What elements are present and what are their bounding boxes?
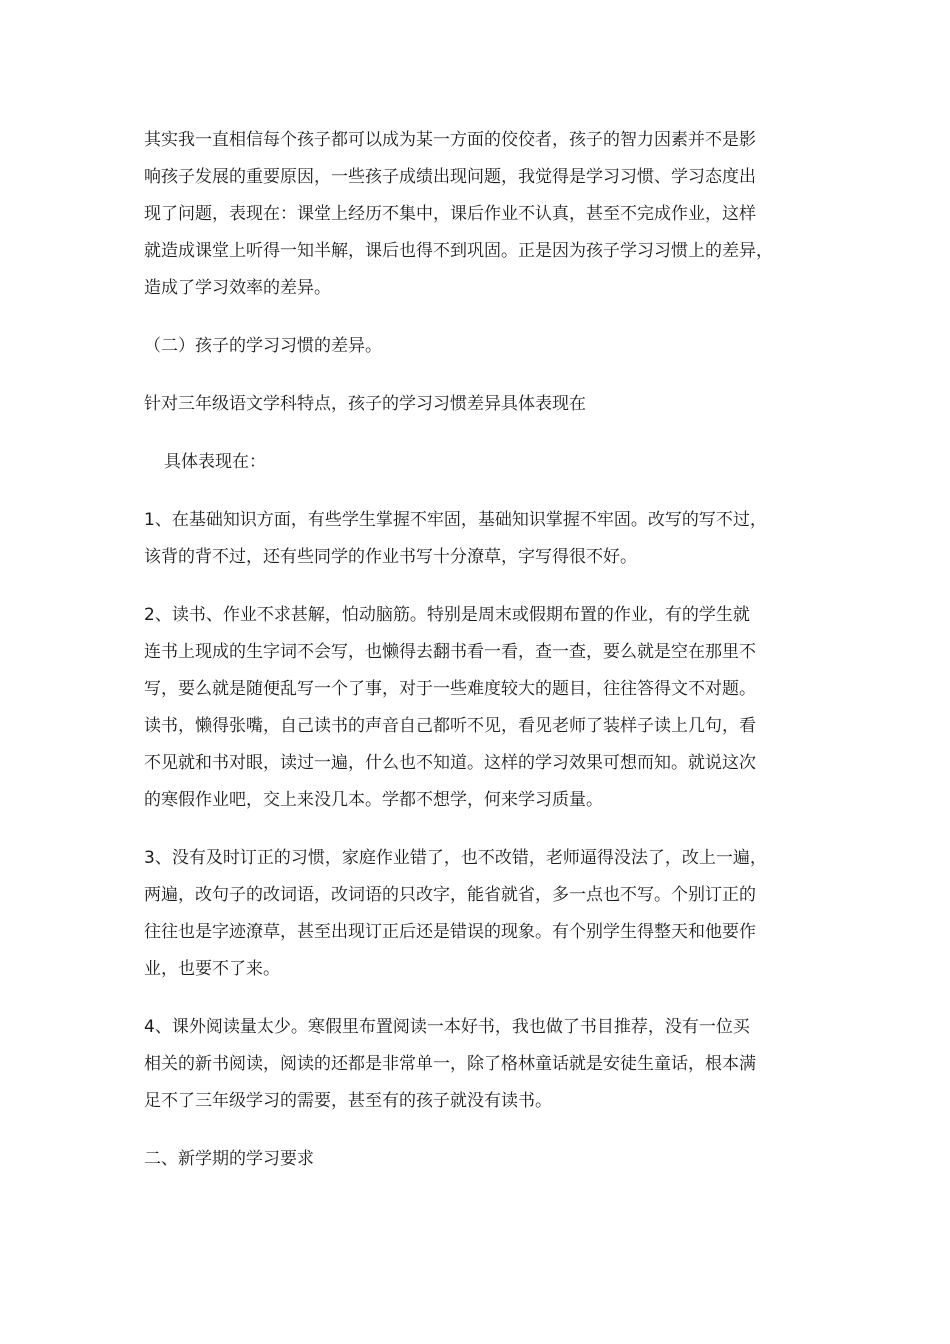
text-line: 二、新学期的学习要求	[144, 1149, 314, 1169]
text-line: 响孩子发展的重要原因，一些孩子成绩出现问题，我觉得是学习习惯、学习态度出	[144, 167, 756, 187]
text-line: 写，要么就是随便乱写一个了事，对于一些难度较大的题目，往往答得文不对题。	[144, 679, 756, 699]
section-heading-habit-differences	[144, 328, 820, 365]
text-line: 连书上现成的生字词不会写，也懒得去翻书看一看，查一查，要么就是空在那里不	[144, 642, 756, 662]
list-item-1	[144, 502, 820, 576]
list-item-4	[144, 1009, 820, 1120]
text-line: 读书，懒得张嘴，自己读书的声音自己都听不见，看见老师了装样子读上几句，看	[144, 716, 756, 736]
list-item-3	[144, 840, 820, 988]
text-line: 具体表现在：	[164, 452, 266, 472]
paragraph-specific-performance	[144, 444, 820, 481]
text-line: （二）孩子的学习习惯的差异。	[144, 336, 382, 356]
text-line: 2、读书、作业不求甚解，怕动脑筋。特别是周末或假期布置的作业，有的学生就	[144, 605, 750, 625]
document-body	[144, 122, 820, 1199]
text-line: 现了问题，表现在：课堂上经历不集中，课后作业不认真，甚至不完成作业，这样	[144, 204, 756, 224]
section-heading-new-term-requirements	[144, 1141, 820, 1178]
text-line: 足不了三年级学习的需要，甚至有的孩子就没有读书。	[144, 1091, 552, 1111]
text-line: 针对三年级语文学科特点，孩子的学习习惯差异具体表现在	[144, 394, 586, 414]
paragraph-subject-note	[144, 386, 820, 423]
list-item-2	[144, 597, 820, 819]
text-line: 3、没有及时订正的习惯，家庭作业错了，也不改错，老师逼得没法了，改上一遍，	[144, 848, 767, 868]
text-line: 业，也要不了来。	[144, 959, 280, 979]
text-line: 其实我一直相信每个孩子都可以成为某一方面的佼佼者，孩子的智力因素并不是影	[144, 130, 756, 150]
text-line: 不见就和书对眼，读过一遍，什么也不知道。这样的学习效果可想而知。就说这次	[144, 753, 756, 773]
text-line: 该背的背不过，还有些同学的作业书写十分潦草，字写得很不好。	[144, 547, 637, 567]
text-line: 4、课外阅读量太少。寒假里布置阅读一本好书，我也做了书目推荐，没有一位买	[144, 1017, 750, 1037]
text-line: 造成了学习效率的差异。	[144, 278, 331, 298]
paragraph-intro	[144, 122, 820, 307]
text-line: 往往也是字迹潦草，甚至出现订正后还是错误的现象。有个别学生得整天和他要作	[144, 922, 756, 942]
text-line: 相关的新书阅读，阅读的还都是非常单一，除了格林童话就是安徒生童话，根本满	[144, 1054, 756, 1074]
text-line: 1、在基础知识方面，有些学生掌握不牢固，基础知识掌握不牢固。改写的写不过，	[144, 510, 767, 530]
text-line: 就造成课堂上听得一知半解，课后也得不到巩固。正是因为孩子学习习惯上的差异，	[144, 241, 773, 261]
text-line: 两遍，改句子的改词语，改词语的只改字，能省就省，多一点也不写。个别订正的	[144, 885, 756, 905]
text-line: 的寒假作业吧，交上来没几本。学都不想学，何来学习质量。	[144, 790, 603, 810]
